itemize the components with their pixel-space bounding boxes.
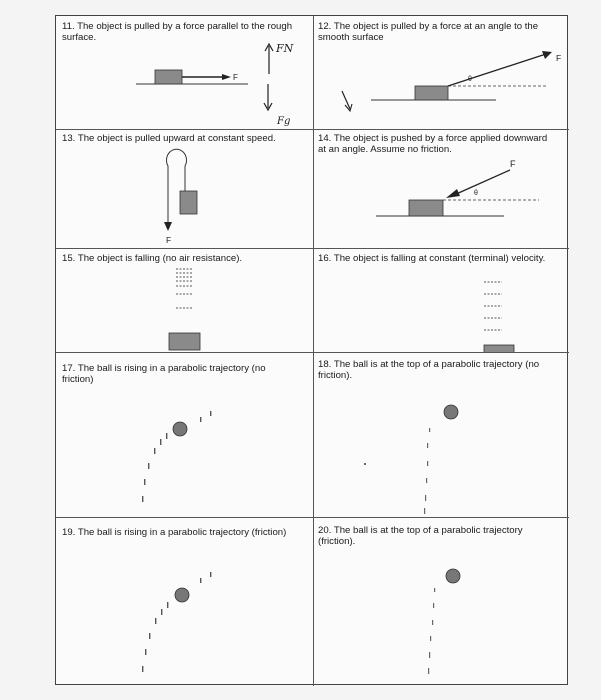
- q12-diagram: [314, 16, 569, 130]
- q11-block: [155, 70, 182, 84]
- q16-block: [484, 345, 514, 353]
- q20-ball: [446, 569, 460, 583]
- q11-force-label: F: [233, 73, 238, 82]
- q15-diagram: [56, 249, 314, 353]
- cell-q13: [56, 130, 314, 249]
- q13-text: 13. The object is pulled upward at constant speed.: [62, 133, 276, 144]
- q13-diagram: [56, 130, 314, 249]
- q18-ball: [444, 405, 458, 419]
- q17-diagram: [56, 353, 314, 518]
- cell-q16: [314, 249, 569, 353]
- cell-q12: [314, 16, 569, 130]
- q12-text: 12. The object is pulled by a force at an angle to the smooth surface: [318, 21, 539, 43]
- q12-force-arrow: [448, 54, 546, 86]
- q13-force-label: F: [166, 235, 172, 245]
- q16-diagram: [314, 249, 569, 353]
- q14-force-arrow: [454, 170, 510, 195]
- q14-diagram: [314, 130, 569, 249]
- q14-force-label: F: [510, 159, 516, 169]
- q11-normal-label: FN: [276, 42, 294, 55]
- q20-text: 20. The ball is at the top of a parabolic trajectory (friction).: [318, 525, 523, 547]
- q19-trajectory-dots: [142, 572, 211, 672]
- q11-gravity-label: Fg: [277, 116, 291, 127]
- cell-q15: [56, 249, 314, 353]
- q20-diagram: [314, 518, 569, 686]
- q17-text: 17. The ball is rising in a parabolic trajectory (no friction): [62, 363, 266, 385]
- q19-text: 19. The ball is rising in a parabolic trajectory (friction): [62, 527, 287, 538]
- cell-q20: [314, 518, 569, 686]
- q14-text: 14. The object is pushed by a force applied downward at an angle. Assume no friction.: [318, 133, 548, 155]
- cell-q14: [314, 130, 569, 249]
- q15-text: 15. The object is falling (no air resistance).: [62, 253, 243, 264]
- q19-ball: [175, 588, 189, 602]
- q16-motion-trail: [484, 282, 502, 330]
- q13-pulley: [167, 149, 187, 166]
- q18-text: 18. The ball is at the top of a parabolic trajectory (no friction).: [318, 359, 540, 381]
- q15-block: [169, 333, 200, 350]
- q19-diagram: [56, 518, 314, 686]
- q17-ball: [173, 422, 187, 436]
- question-grid: [55, 15, 568, 685]
- cell-q18: [314, 353, 569, 518]
- q11-text: 11. The object is pulled by a force parallel to the rough surface.: [62, 21, 293, 43]
- cell-q17: [56, 353, 314, 518]
- q12-block: [415, 86, 448, 100]
- q14-block: [409, 200, 443, 216]
- q20-trajectory-dots: [428, 588, 435, 674]
- q18-trajectory-dots: [364, 428, 430, 514]
- q16-text: 16. The object is falling at constant (terminal) velocity.: [318, 253, 546, 264]
- q18-diagram: [314, 353, 569, 518]
- q11-diagram: [56, 16, 314, 130]
- cell-q11: [56, 16, 314, 130]
- q14-angle-label: θ: [474, 190, 478, 197]
- cell-q19: [56, 518, 314, 686]
- q15-motion-trail: [176, 269, 193, 308]
- q12-force-label: F: [556, 53, 562, 63]
- q13-block: [180, 191, 197, 214]
- q12-angle-label: θ: [468, 76, 472, 83]
